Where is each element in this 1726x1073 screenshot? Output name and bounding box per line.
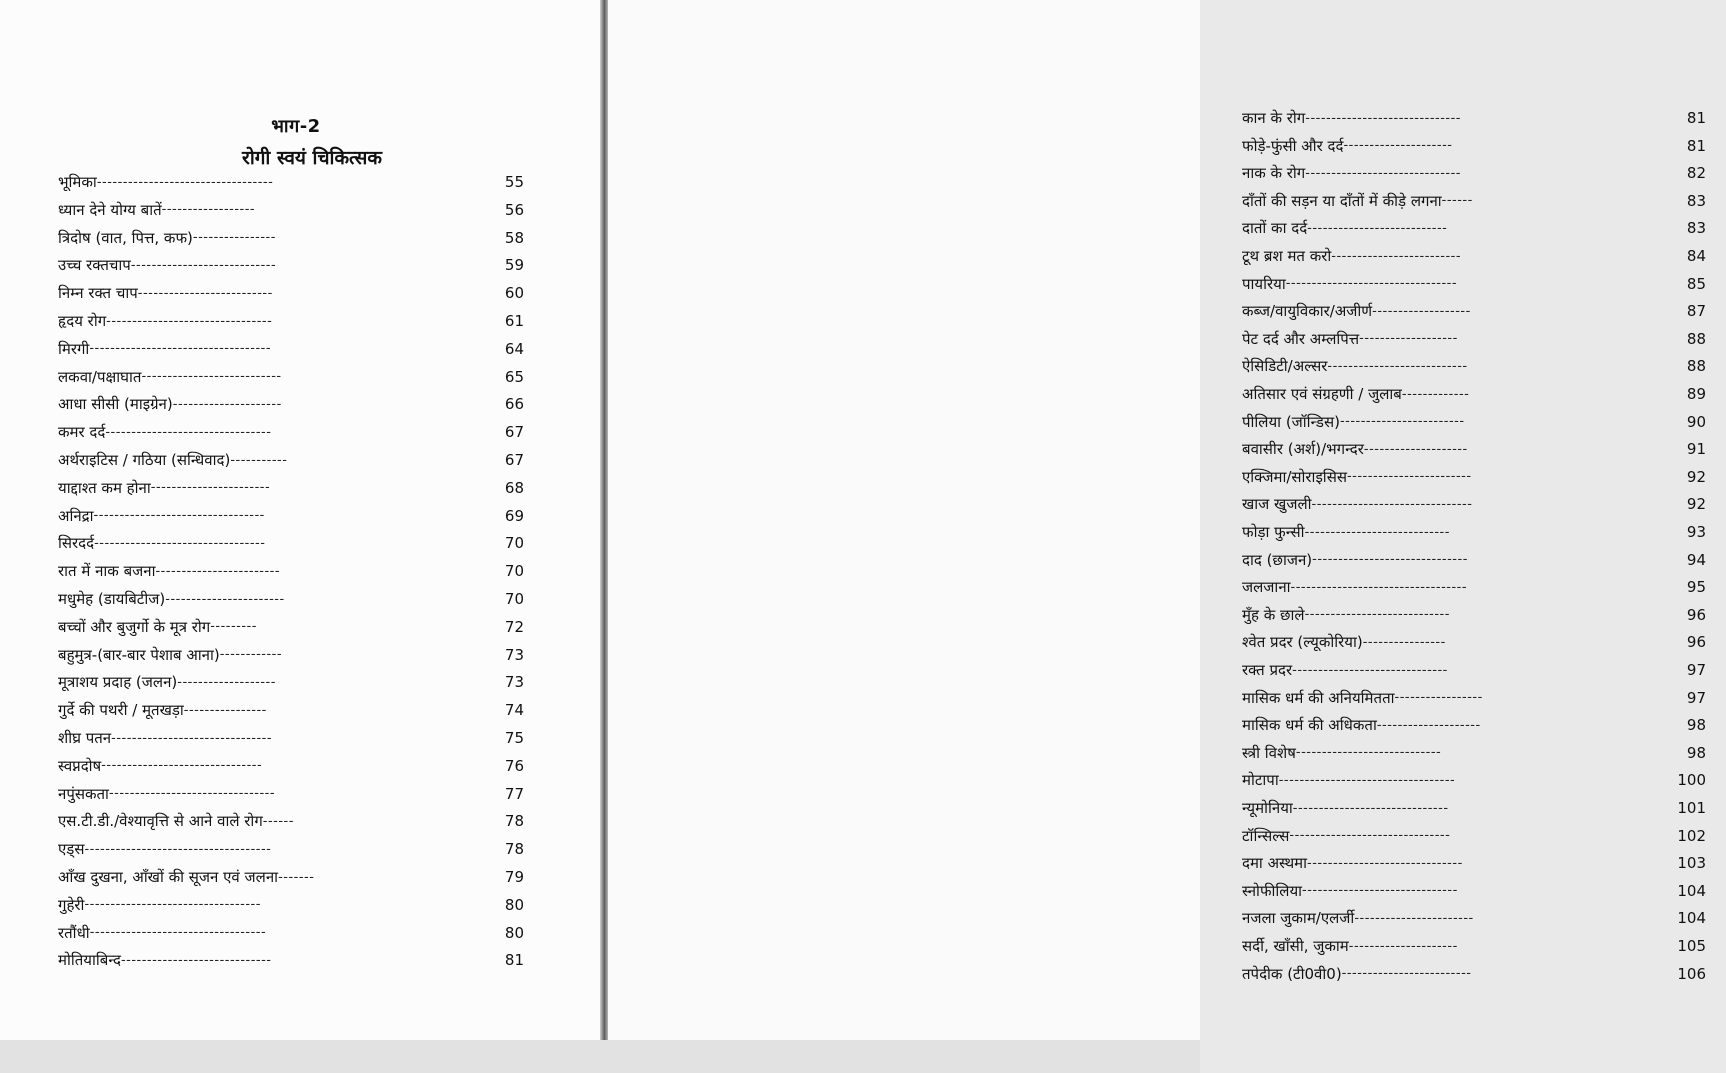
toc-entry-title: तपेदीक (टी0वी0) [1242,964,1342,983]
toc-entry-title: नाक के रोग [1242,164,1306,183]
toc-entry-title: नपुंसकता [58,784,109,803]
toc-entry-page: 97 [1686,688,1706,707]
dot-leader: ----------------------- [1354,910,1474,926]
toc-entry-title: कान के रोग [1242,109,1306,127]
toc-entry-page: 75 [504,729,524,747]
toc-entry-title: मुँह के छाले [1242,605,1305,624]
toc-entry [1242,741,1726,765]
toc-entry-page: 104 [1677,909,1706,928]
dot-leader: --------------------- [1348,938,1458,954]
toc-entry-page: 77 [504,784,524,803]
toc-entry-page: 88 [1686,357,1706,376]
toc-entry [1242,437,1726,461]
toc-entry-title: नजला जुकाम/एलर्जी [1242,909,1355,928]
toc-entry [1242,134,1726,158]
toc-entry-title: रात में नाक बजना [58,562,156,581]
toc-entry [1242,244,1726,268]
dot-leader: -------------------- [1363,441,1468,457]
toc-entry-page: 67 [504,423,524,442]
dot-leader: ------------------------------ [1302,883,1458,899]
toc-entry [1242,824,1726,848]
toc-entry-title: दमा अस्थमा [1242,854,1308,873]
toc-entry-title: लकवा/पक्षाघात [58,367,142,386]
toc-entry-title: फोड़े-फुंसी और दर्द [1242,136,1344,155]
toc-entry [58,615,538,639]
toc-entry-page: 93 [1686,523,1706,541]
toc-entry-title: आँख दुखना, आँखों की सूजन एवं जलना [58,868,279,886]
dot-leader: ------------------------------ [1305,110,1461,126]
toc-entry-title: दाद (छाजन) [1242,550,1313,569]
part-label: भाग-2 [271,116,321,137]
dot-leader: ----------------------------- [120,952,272,968]
toc-entry-title: मासिक धर्म की अधिकता [1242,716,1377,735]
toc-entry-page: 73 [504,673,524,692]
toc-entry-page: 96 [1686,605,1706,624]
toc-entry-title: सिरदर्द [58,534,95,553]
toc-entry [58,253,538,277]
dot-leader: ------------------- [177,674,276,690]
dot-leader: ---------------------------- [1304,607,1450,623]
toc-entry-title: भूमिका [58,173,97,191]
dot-leader: --------- [210,619,257,635]
dot-leader: --------------------- [172,396,282,412]
dot-leader: ------------------------------- [1289,828,1451,844]
toc-entry-page: 59 [504,256,524,275]
toc-entry [58,448,538,472]
toc-entry [58,809,538,833]
toc-entry [1242,382,1726,406]
toc-entry-title: जलजाना [1242,578,1291,597]
dot-leader: ------------------------------- [111,730,273,746]
toc-entry [1242,492,1726,516]
toc-entry [1242,768,1726,792]
dot-leader: ------- [278,869,315,885]
toc-entry [58,837,538,861]
dot-leader: ------------------------ [1346,469,1472,485]
toc-entry-title: टूथ ब्रश मत करो [1242,247,1332,265]
toc-entry-page: 98 [1686,743,1706,762]
toc-entry-title: पायरिया [1242,274,1286,293]
toc-entry-page: 67 [504,451,524,469]
dot-leader: ---------------- [183,702,267,718]
toc-entry [58,726,538,750]
toc-entry [1242,603,1726,627]
toc-entry-title: आधा सीसी (माइग्रेन) [58,395,173,414]
toc-entry-title: अनिद्रा [58,506,94,525]
toc-entry [58,504,538,528]
toc-entry-page: 80 [504,895,524,914]
right-page [608,0,1706,1040]
toc-entry-page: 72 [504,617,524,636]
toc-entry-page: 96 [1686,633,1706,652]
toc-entry-title: एस.टी.डी./वेश्यावृत्ति से आने वाले रोग [58,812,263,831]
toc-entry [58,670,538,694]
left-page [0,0,604,1040]
dot-leader: ------------------------------- [1311,496,1473,512]
dot-leader: -------------------------------- [106,313,273,329]
toc-entry-page: 69 [504,506,524,525]
toc-entry [58,754,538,778]
dot-leader: ---------------------------- [130,257,277,273]
toc-entry-title: हृदय रोग [58,312,107,330]
toc-entry-page: 65 [504,367,524,386]
toc-entry [58,337,538,361]
toc-entry-page: 70 [504,534,524,553]
toc-entry-page: 84 [1686,247,1706,265]
dot-leader: ---------------------------------- [96,174,274,190]
toc-entry-page: 76 [504,756,524,775]
dot-leader: ------ [1441,193,1473,209]
toc-entry [1242,354,1726,378]
toc-entry [1242,161,1726,185]
toc-entry-title: न्यूमोनिया [1242,799,1293,817]
toc-entry-title: गुहेरी [58,895,85,914]
dot-leader: ---------------------------------- [84,897,261,913]
dot-leader: ----------------------- [150,480,271,496]
toc-entry-page: 68 [504,478,524,497]
dot-leader: -------------------------- [137,285,273,301]
toc-entry-title: खाज खुजली [1242,495,1312,514]
toc-entry-title: एक्जिमा/सोराइसिस [1242,467,1347,486]
toc-entry-page: 60 [504,284,524,303]
toc-entry-title: स्वप्नदोष [58,756,102,775]
dot-leader: --------------------------- [141,369,282,385]
toc-entry [1242,465,1726,489]
dot-leader: ------------------------- [1341,966,1472,982]
toc-entry [58,865,538,889]
section-title: रोगी स्वयं चिकित्सक [242,147,382,169]
toc-entry [1242,272,1726,296]
toc-entry [58,309,538,333]
toc-entry-title: पेट दर्द और अम्लपित्त [1242,329,1360,348]
toc-entry [1242,216,1726,240]
toc-entry-page: 81 [1686,109,1706,127]
toc-entry [58,782,538,806]
toc-entry [1242,658,1726,682]
toc-entry-page: 91 [1686,440,1706,459]
toc-entry-page: 55 [504,173,524,191]
dot-leader: -------------------------------- [105,424,272,440]
toc-entry-page: 58 [504,228,524,247]
dot-leader: ----------------- [1394,690,1483,706]
toc-entry-title: मोटापा [1242,771,1279,790]
toc-entry [58,365,538,389]
toc-entry-page: 101 [1677,799,1706,817]
dot-leader: ---------------------------------- [89,925,267,941]
toc-entry [1242,934,1726,958]
toc-entry-title: मोतियाबिन्द [58,951,121,970]
toc-entry-page: 95 [1686,578,1706,597]
toc-entry-title: मासिक धर्म की अनियमितता [1242,688,1395,707]
toc-entry [58,226,538,250]
toc-entry-title: एड्स [58,840,85,859]
toc-entry [1242,189,1726,213]
toc-entry-title: बवासीर (अर्श)/भगन्दर [1242,440,1364,459]
toc-entry-title: बहुमुत्र-(बार-बार पेशाब आना) [58,645,220,664]
dot-leader: ----------------------------------- [89,341,272,357]
toc-entry-title: ध्यान देने योग्य बातें [58,200,162,219]
dot-leader: ------------------------- [1331,248,1462,264]
toc-entry-title: कब्ज/वायुविकार/अजीर्ण [1242,302,1373,321]
toc-entry [58,420,538,444]
toc-entry [58,587,538,611]
dot-leader: ------ [262,813,294,829]
toc-entry-page: 90 [1686,412,1706,431]
toc-entry-title: बच्चों और बुजुर्गो के मूत्र रोग [58,617,211,636]
toc-entry-title: दातों का दर्द [1242,219,1308,238]
toc-entry-title: स्त्री विशेष [1242,743,1296,762]
toc-entry-page: 81 [504,951,524,970]
dot-leader: ------------------------ [1339,414,1465,430]
toc-entry-page: 78 [504,840,524,859]
dot-leader: ---------------- [1362,634,1446,650]
toc-entry-page: 61 [504,312,524,330]
toc-entry [1242,548,1726,572]
toc-entry-page: 64 [504,339,524,358]
toc-entry-title: उच्च रक्तचाप [58,256,131,275]
dot-leader: ------------------------------ [1312,552,1468,568]
toc-entry-title: दाँतों की सड़न या दाँतों में कीड़े लगना [1242,191,1442,210]
toc-entry [58,476,538,500]
dot-leader: -------------------- [1376,717,1481,733]
toc-entry [1242,520,1726,544]
toc-entry-title: कमर दर्द [58,423,106,442]
dot-leader: --------------------------------- [93,508,265,524]
toc-entry [1242,851,1726,875]
toc-entry [1242,299,1726,323]
dot-leader: ------------------------------ [1292,662,1448,678]
toc-entry [58,948,538,972]
toc-entry [58,281,538,305]
toc-entry [1242,410,1726,434]
toc-entry-title: त्रिदोष (वात, पित्त, कफ) [58,228,193,247]
toc-entry-page: 70 [504,562,524,581]
toc-entry [1242,686,1726,710]
toc-entry-page: 104 [1677,881,1706,900]
dot-leader: ------------ [219,647,283,663]
toc-entry-page: 56 [504,200,524,219]
toc-entry-title: रक्त प्रदर [1242,661,1293,679]
toc-entry-page: 73 [504,645,524,664]
dot-leader: ---------------- [192,230,276,246]
toc-entry [58,198,538,222]
toc-entry [1242,796,1726,820]
dot-leader: ---------------------------- [1295,745,1442,761]
dot-leader: ------------------------------ [1305,165,1461,181]
toc-entry-page: 105 [1677,937,1706,955]
toc-entry-title: पीलिया (जॉन्डिस) [1242,412,1340,431]
toc-entry-title: मूत्राशय प्रदाह (जलन) [58,673,178,692]
dot-leader: --------------------------------- [94,535,266,551]
toc-entry-title: मिरगी [58,339,90,358]
toc-entry-page: 92 [1686,467,1706,486]
toc-entry [58,392,538,416]
toc-entry-page: 80 [504,923,524,942]
dot-leader: ----------------------- [165,591,285,607]
toc-entry-title: टॉन्सिल्स [1242,826,1290,845]
toc-entry-page: 87 [1686,302,1706,321]
toc-entry-page: 74 [504,701,524,720]
dot-leader: --------------------------- [1307,220,1448,236]
dot-leader: ----------- [230,452,288,468]
dot-leader: ------------------- [1359,331,1458,347]
toc-entry-page: 98 [1686,716,1706,735]
toc-entry-page: 97 [1686,661,1706,679]
toc-entry-title: अर्थराइटिस / गठिया (सन्धिवाद) [58,451,231,469]
toc-entry [58,531,538,555]
dot-leader: --------------------------- [1327,358,1468,374]
toc-entry-page: 83 [1686,219,1706,238]
toc-entry-title: मधुमेह (डायबिटीज) [58,590,166,608]
dot-leader: ------------------------------- [101,758,263,774]
toc-entry-title: अतिसार एवं संग्रहणी / जुलाब [1242,385,1402,403]
toc-entry-title: रतौंधी [58,923,90,942]
toc-entry [58,698,538,722]
toc-entry-page: 92 [1686,495,1706,514]
dot-leader: ------------------- [1372,303,1471,319]
toc-entry-title: सर्दी, खाँसी, जुकाम [1242,937,1349,955]
toc-entry-page: 88 [1686,329,1706,348]
toc-entry-page: 79 [504,868,524,886]
toc-entry-title: फोड़ा फुन्सी [1242,523,1305,541]
toc-entry-page: 102 [1677,826,1706,845]
toc-entry [1242,906,1726,930]
toc-entry-title: याद्दाश्त कम होना [58,478,151,497]
toc-entry-title: शीघ्र पतन [58,729,112,747]
dot-leader: -------------------------------- [108,786,276,802]
toc-entry [58,643,538,667]
dot-leader: ---------------------------------- [1278,772,1456,788]
toc-entry [58,170,538,194]
dot-leader: ------------------------------ [1307,855,1463,871]
toc-entry-page: 94 [1686,550,1706,569]
toc-entry-title: श्वेत प्रदर (ल्यूकोरिया) [1242,633,1363,652]
toc-entry [1242,962,1726,986]
toc-entry-title: निम्न रक्त चाप [58,284,138,303]
toc-entry [1242,630,1726,654]
toc-entry-page: 85 [1686,274,1706,293]
toc-entry [1242,106,1726,130]
toc-entry-page: 103 [1677,854,1706,873]
toc-entry [1242,713,1726,737]
dot-leader: --------------------- [1343,138,1453,154]
dot-leader: ------------- [1401,386,1470,402]
toc-entry [58,559,538,583]
toc-entry-page: 78 [504,812,524,831]
scan-margin [0,1040,1200,1073]
toc-entry-page: 70 [504,590,524,608]
toc-entry-title: ऐसिडिटी/अल्सर [1242,357,1328,376]
toc-entry-page: 83 [1686,191,1706,210]
toc-entry [1242,575,1726,599]
dot-leader: ------------------------ [155,563,281,579]
toc-entry-page: 82 [1686,164,1706,183]
toc-entry-page: 89 [1686,385,1706,403]
dot-leader: ---------------------------------- [1290,579,1468,595]
toc-entry-page: 106 [1677,964,1706,983]
dot-leader: ------------------ [161,202,256,218]
dot-leader: --------------------------------- [1285,276,1458,292]
toc-entry-page: 66 [504,395,524,414]
dot-leader: ------------------------------------ [84,841,272,857]
toc-entry [1242,327,1726,351]
toc-entry-page: 100 [1677,771,1706,790]
toc-entry [58,921,538,945]
toc-entry [58,893,538,917]
toc-entry-title: गुर्दे की पथरी / मूतखड़ा [58,701,184,720]
dot-leader: ---------------------------- [1304,524,1450,540]
toc-entry-title: स्नोफीलिया [1242,881,1303,900]
dot-leader: ------------------------------ [1292,800,1449,816]
toc-entry-page: 81 [1686,136,1706,155]
toc-entry [1242,879,1726,903]
